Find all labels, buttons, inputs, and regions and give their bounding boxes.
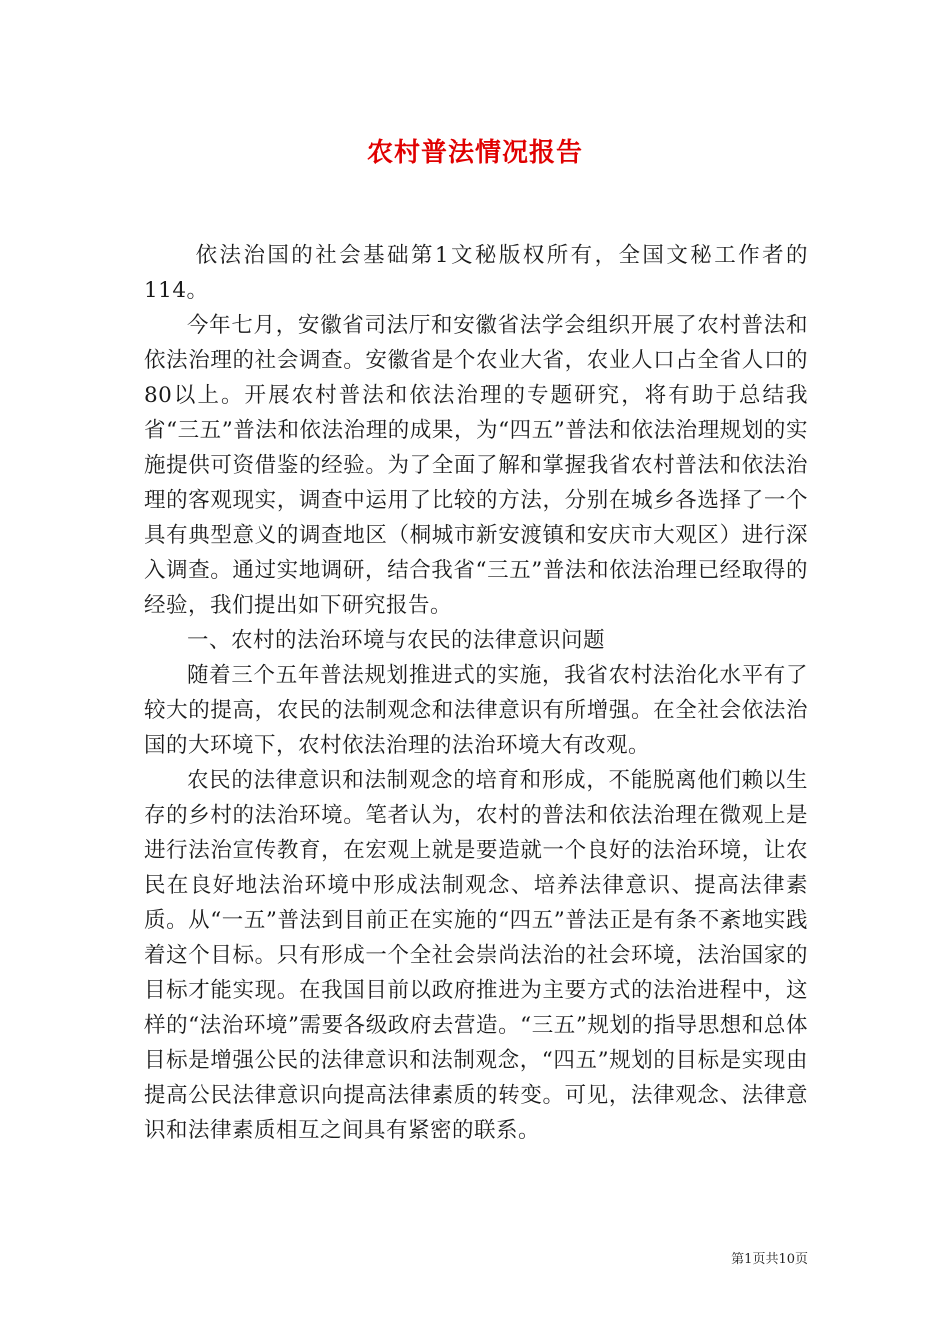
paragraph: 依法治国的社会基础第1文秘版权所有，全国文秘工作者的114。 (144, 243, 808, 303)
document-body (144, 238, 808, 1148)
document-title: 农村普法情况报告 (366, 138, 583, 168)
section-heading: 一、农村的法治环境与农民的法律意识问题 (187, 628, 606, 653)
paragraph: 随着三个五年普法规划推进式的实施，我省农村法治化水平有了较大的提高，农民的法制观念和法律意识有所增强。在全社会依法治国的大环境下，农村依法治理的法治环境大有改观。 (144, 663, 808, 758)
paragraph: 农民的法律意识和法制观念的培育和形成，不能脱离他们赖以生存的乡村的法治环境。笔者认为，农村的普法和依法治理在微观上是进行法治宣传教育，在宏观上就是要造就一个良好的法治环境，让农民在良好地法治环境中形成法制观念、培养法律意识、提高法律素质。从“一五”普法到目前正在实施的“四五”普法正是有条不紊地实践着这个目标。只有形成一个全社会崇尚法治的社会环境，法治国家的目标才能实现。在我国目前以政府推进为主要方式的法治进程中，这样的“法治环境”需要各级政府去营造。“三五”规划的指导思想和总体目标是增强公民的法律意识和法制观念，“四五”规划的目标是实现由提高公民法律意识向提高法律素质的转变。可见，法律观念、法律意识和法律素质相互之间具有紧密的联系。 (144, 768, 808, 1143)
page-number: 第1页共10页 (731, 1252, 808, 1267)
paragraph: 今年七月，安徽省司法厅和安徽省法学会组织开展了农村普法和依法治理的社会调查。安徽省是个农业大省，农业人口占全省人口的80以上。开展农村普法和依法治理的专题研究，将有助于总结我省“三五”普法和依法治理的成果，为“四五”普法和依法治理规划的实施提供可资借鉴的经验。为了全面了解和掌握我省农村普法和依法治理的客观现实，调查中运用了比较的方法，分别在城乡各选择了一个具有典型意义的调查地区（桐城市新安渡镇和安庆市大观区）进行深入调查。通过实地调研，结合我省“三五”普法和依法治理已经取得的经验，我们提出如下研究报告。 (144, 313, 808, 618)
